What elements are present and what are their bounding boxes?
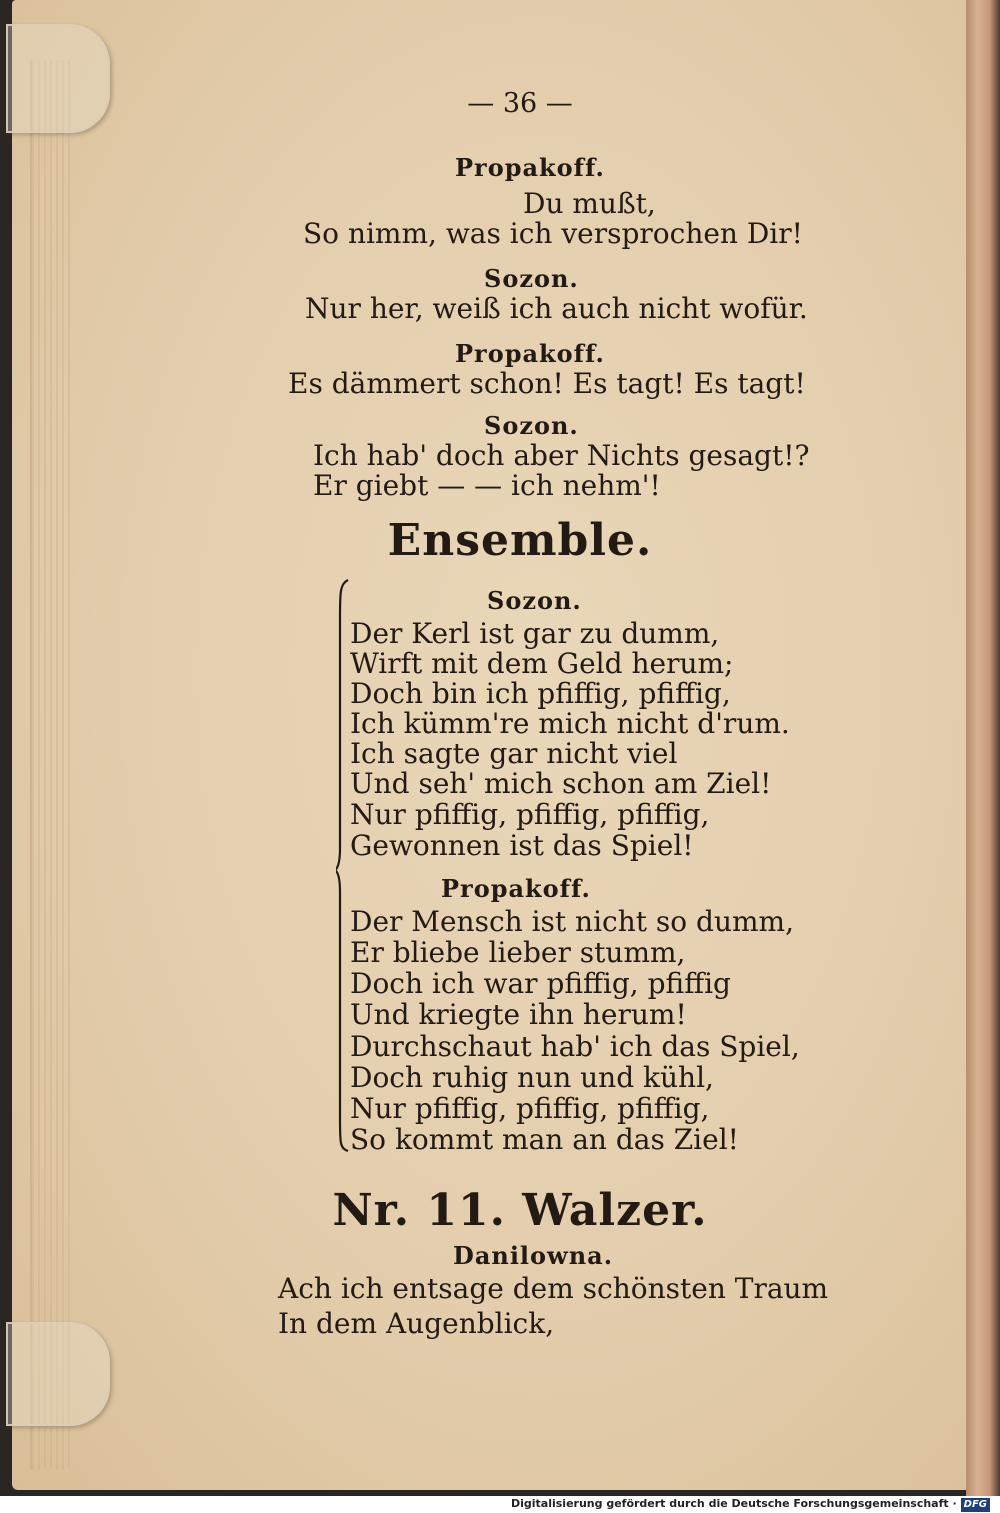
speaker-name: Sozon. [484,411,579,440]
verse-line: So nimm, was ich versprochen Dir! [303,217,803,250]
speaker-name: Danilowna. [453,1241,614,1270]
curly-brace [336,578,350,1153]
verse-line: Gewonnen ist das Spiel! [350,829,694,862]
verse-line: Ich sagte gar nicht viel [350,737,678,770]
verse-line: In dem Augenblick, [278,1307,555,1340]
verse-line: Nur pfiffig, pfiffig, pfiffig, [350,1092,710,1125]
speaker-name: Propakoff. [455,339,605,368]
verse-line: Es dämmert schon! Es tagt! Es tagt! [288,367,806,400]
verse-line: Ich hab' doch aber Nichts gesagt!? [313,439,810,472]
section-heading-ensemble: Ensemble. [387,515,653,566]
speaker-name: Propakoff. [441,874,591,903]
speaker-name: Sozon. [484,264,579,293]
digitization-credit [511,1497,990,1512]
verse-line: Du mußt, [523,187,656,220]
verse-line: Doch bin ich pfiffig, pfiffig, [350,677,731,710]
verse-line: Er giebt — — ich nehm'! [313,469,661,502]
verse-line: Wirft mit dem Geld herum; [350,647,734,680]
verse-line: Er bliebe lieber stumm, [350,936,686,969]
verse-line: Doch ich war pfiffig, pfiffig [350,967,731,1000]
verse-line: Der Kerl ist gar zu dumm, [350,617,720,650]
dfg-logo: DFG [961,1498,990,1512]
verse-line: Doch ruhig nun und kühl, [350,1061,714,1094]
verse-line: Und seh' mich schon am Ziel! [350,767,772,800]
verse-line: Der Mensch ist nicht so dumm, [350,905,794,938]
section-heading-walzer: Nr. 11. Walzer. [332,1185,708,1236]
verse-line: So kommt man an das Ziel! [350,1123,739,1156]
verse-line: Ich kümm're mich nicht d'rum. [350,707,790,740]
credit-text: Digitalisierung gefördert durch die Deutsche Forschungsgemeinschaft · [510,1497,957,1510]
speaker-name: Sozon. [487,586,582,615]
verse-line: Ach ich entsage dem schönsten Traum [278,1272,829,1305]
verse-line: Durchschaut hab' ich das Spiel, [350,1030,800,1063]
verse-line: Und kriegte ihn herum! [350,998,687,1031]
verse-line: Nur her, weiß ich auch nicht wofür. [305,292,808,325]
verse-line: Nur pfiffig, pfiffig, pfiffig, [350,798,710,831]
speaker-name: Propakoff. [455,153,605,182]
page-number: — 36 — [467,88,573,119]
